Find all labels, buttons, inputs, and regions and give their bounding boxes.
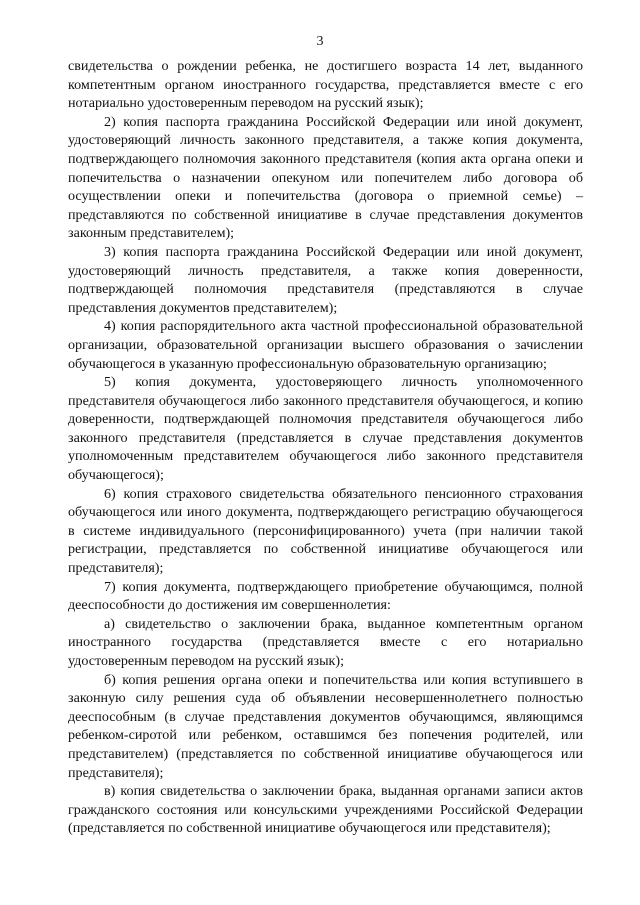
paragraph-item-7: 7) копия документа, подтверждающего приобретение обучающимся, полной дееспособности до достижения им совершеннолетия: (68, 578, 583, 614)
paragraph-subitem-a: а) свидетельство о заключении брака, выданное компетентным органом иностранного государства (представляется вместе с его нотариально удостоверенным переводом на русский язык); (68, 615, 583, 669)
paragraph-subitem-v: в) копия свидетельства о заключении брака, выданная органами записи актов гражданского состояния или консульскими учреждениями Российской Федерации (представляется по собственной инициативе обучающегося или представителя); (68, 783, 583, 837)
paragraph-item-3: 3) копия паспорта гражданина Российской Федерации или иной документ, удостоверяющий личность представителя, а также копия доверенности, подтверждающей полномочия представителя (представляются в случае представления документов представителем); (68, 243, 583, 316)
document-body (68, 57, 583, 838)
paragraph-item-2: 2) копия паспорта гражданина Российской Федерации или иной документ, удостоверяющий личность законного представителя, а также копия документа, подтверждающего полномочия законного представителя (копия акта органа опеки и попечительства о назначении опекуном или попечителем либо договора об осуществлении опеки и попечительства (договора о приемной семье) – представляются по собственной инициативе в случае представления документов законным представителем); (68, 113, 583, 242)
paragraph-item-4: 4) копия распорядительного акта частной профессиональной образовательной организации, образовательной организации высшего образования о зачислении обучающегося в указанную профессиональную образовательную организацию; (68, 318, 583, 372)
paragraph-continuation: свидетельства о рождении ребенка, не достигшего возраста 14 лет, выданного компетентным органом иностранного государства, представляется вместе с его нотариально удостоверенным переводом на русский язык); (68, 58, 583, 112)
paragraph-item-5: 5) копия документа, удостоверяющего личность уполномоченного представителя обучающегося либо законного представителя обучающегося, и копию доверенности, подтверждающей полномочия представителя обучающегося либо законного представителя (представляется в случае представления документов уполномоченным представителем обучающегося либо законного представителя обучающегося); (68, 374, 583, 484)
paragraph-subitem-b: б) копия решения органа опеки и попечительства или копия вступившего в законную силу решения суда об объявлении несовершеннолетнего полностью дееспособным (в случае представления документов обучающимся, являющимся ребенком-сиротой или ребенком, оставшимся без попечения родителей, или представителем) (представляется по собственной инициативе обучающегося или представителя); (68, 671, 583, 781)
page-number: 3 (316, 34, 324, 49)
paragraph-item-6: 6) копия страхового свидетельства обязательного пенсионного страхования обучающегося или иного документа, подтверждающего регистрацию обучающегося в системе индивидуального (персонифицированного) учета (при наличии такой регистрации, представляется по собственной инициативе обучающегося или представителя); (68, 485, 583, 577)
